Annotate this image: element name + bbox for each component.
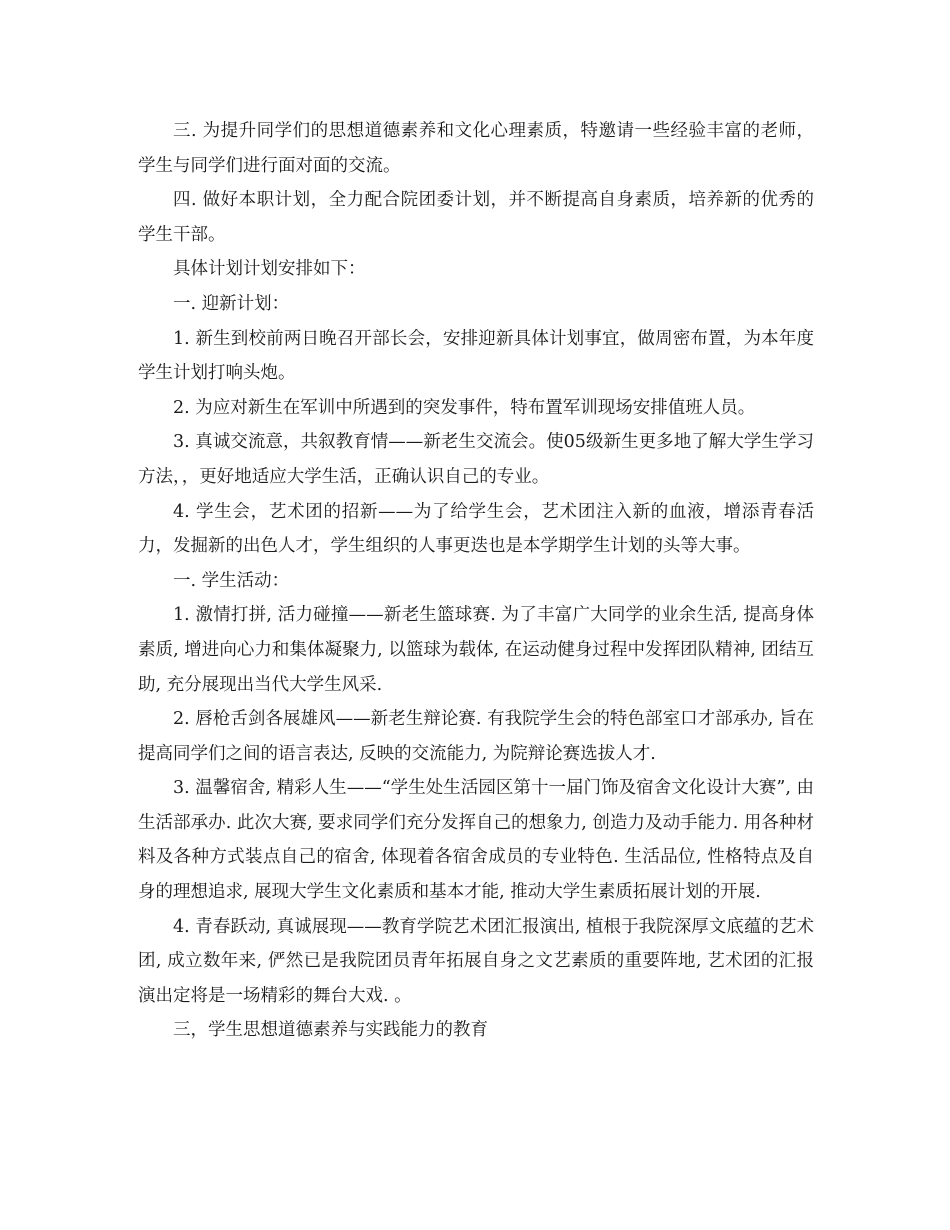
document-body	[138, 114, 814, 1048]
activity-item-2: 2. 唇枪舌剑各展雄风——新老生辩论赛. 有我院学生会的特色部室口才部承办, 旨在提高同学们之间的语言表达, 反映的交流能力, 为院辩论赛选拔人才.	[138, 709, 814, 764]
section-heading-welcome-plan: 一. 迎新计划：	[173, 293, 290, 314]
welcome-plan-item-4: 4. 学生会，艺术团的招新——为了给学生会，艺术团注入新的血液，增添青春活力，发掘新的出色人才，学生组织的人事更迭也是本学期学生计划的头等大事。	[138, 501, 814, 557]
plan-intro: 具体计划计划安排如下：	[173, 259, 366, 280]
welcome-plan-item-1: 1. 新生到校前两日晚召开部长会，安排迎新具体计划事宜，做周密布置，为本年度学生计划打响头炮。	[138, 328, 814, 384]
section-heading-moral-education: 三，学生思想道德素养与实践能力的教育	[173, 1020, 488, 1041]
paragraph-item-4: 四. 做好本职计划，全力配合院团委计划，并不断提高自身素质，培养新的优秀的学生干部。	[138, 190, 814, 245]
section-heading-student-activities: 一. 学生活动：	[173, 570, 290, 591]
activity-item-1: 1. 激情打拼, 活力碰撞——新老生篮球赛. 为了丰富广大同学的业余生活, 提高身体素质, 增进向心力和集体凝聚力, 以篮球为载体, 在运动健身过程中发挥团队精神, 团结互助, 充分展现出当代大学生风采.	[138, 605, 814, 695]
welcome-plan-item-3: 3. 真诚交流意，共叙教育情——新老生交流会。使05级新生更多地了解大学生学习方法，，更好地适应大学生活，正确认识自己的专业。	[138, 432, 814, 487]
activity-item-4: 4. 青春跃动, 真诚展现——教育学院艺术团汇报演出, 植根于我院深厚文底蕴的艺术团, 成立数年来, 俨然已是我院团员青年拓展自身之文艺素质的重要阵地, 艺术团的汇报演出定将是一场精彩的舞台大戏. 。	[138, 916, 814, 1006]
activity-item-3: 3. 温馨宿舍, 精彩人生——“学生处生活园区第十一届门饰及宿舍文化设计大赛”, 由生活部承办. 此次大赛, 要求同学们充分发挥自己的想象力, 创造力及动手能力. 用各种材料及各种方式装点自己的宿舍, 体现着各宿舍成员的专业特色. 生活品位, 性格特点及自身的理想追求, 展现大学生文化素质和基本才能, 推动大学生素质拓展计划的开展.	[138, 778, 814, 903]
welcome-plan-item-2: 2. 为应对新生在军训中所遇到的突发事件，特布置军训现场安排值班人员。	[173, 397, 756, 418]
paragraph-item-3: 三. 为提升同学们的思想道德素养和文化心理素质，特邀请一些经验丰富的老师，学生与同学们进行面对面的交流。	[138, 121, 814, 176]
